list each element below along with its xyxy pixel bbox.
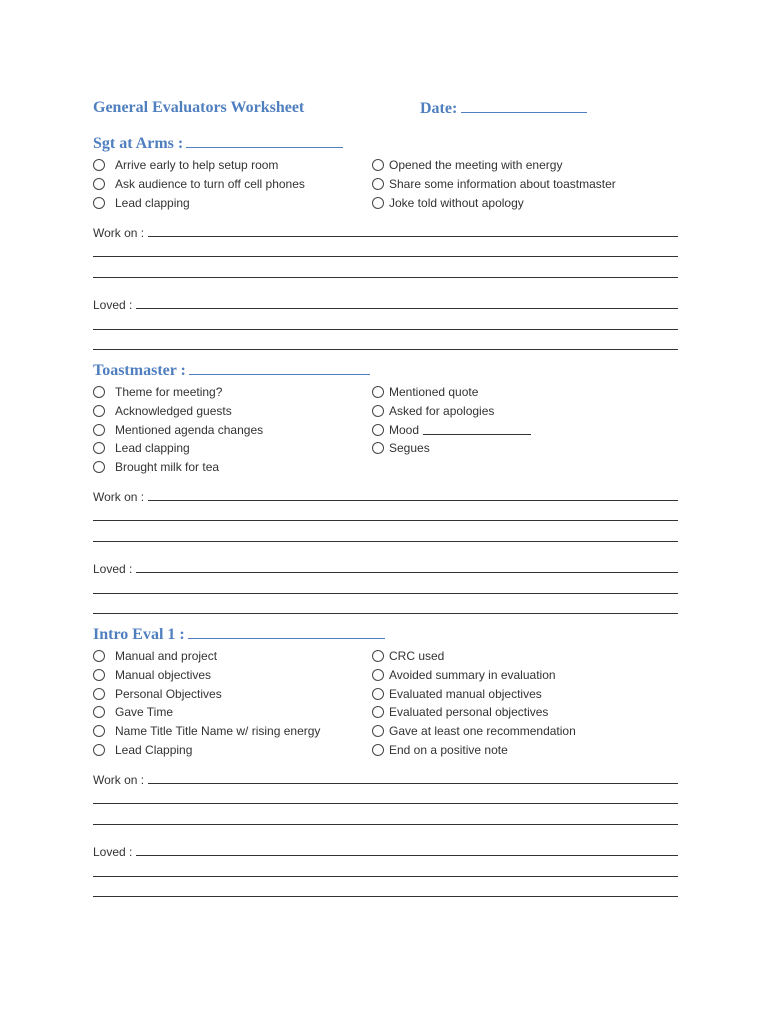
loved-line[interactable]: Loved : <box>93 840 678 861</box>
checklist-item[interactable]: Personal Objectives <box>93 684 320 703</box>
checklist-item[interactable]: Lead clapping <box>93 193 305 212</box>
name-line[interactable] <box>188 625 385 639</box>
checklist-item[interactable]: Lead Clapping <box>93 740 320 759</box>
blank-line[interactable] <box>93 313 678 334</box>
checklist-item[interactable]: Opened the meeting with energy <box>372 156 616 175</box>
checklist-item[interactable]: Joke told without apology <box>372 193 616 212</box>
radio-button[interactable] <box>93 405 105 417</box>
checklist-item[interactable]: Segues <box>372 439 531 458</box>
radio-button[interactable] <box>372 706 384 718</box>
radio-button[interactable] <box>93 650 105 662</box>
checklist-item[interactable]: Manual objectives <box>93 666 320 685</box>
checklist-item[interactable]: Gave at least one recommendation <box>372 722 576 741</box>
work-on-line[interactable]: Work on : <box>93 484 678 505</box>
checklist-item[interactable]: Evaluated personal objectives <box>372 703 576 722</box>
blank-line[interactable] <box>93 808 678 829</box>
work-on-line[interactable]: Work on : <box>93 220 678 241</box>
radio-button[interactable] <box>93 688 105 700</box>
radio-button[interactable] <box>93 442 105 454</box>
radio-button[interactable] <box>372 386 384 398</box>
radio-button[interactable] <box>93 386 105 398</box>
radio-button[interactable] <box>372 688 384 700</box>
mood-line[interactable] <box>423 424 531 435</box>
radio-button[interactable] <box>93 706 105 718</box>
checklist-item[interactable]: Ask audience to turn off cell phones <box>93 175 305 194</box>
date-label: Date: <box>420 100 458 117</box>
radio-button[interactable] <box>372 159 384 171</box>
radio-button[interactable] <box>93 159 105 171</box>
blank-line[interactable] <box>93 505 678 526</box>
checklist-item[interactable]: Acknowledged guests <box>93 402 263 421</box>
radio-button[interactable] <box>93 197 105 209</box>
checklist-item[interactable]: Brought milk for tea <box>93 458 263 477</box>
section-toastmaster <box>93 361 678 576</box>
notes-area <box>93 767 678 901</box>
radio-button[interactable] <box>372 405 384 417</box>
checklist-item[interactable]: Lead clapping <box>93 439 263 458</box>
radio-button[interactable] <box>372 197 384 209</box>
checklist-item[interactable]: Gave Time <box>93 703 320 722</box>
radio-button[interactable] <box>372 725 384 737</box>
checklist-item[interactable]: Avoided summary in evaluation <box>372 666 576 685</box>
checklist-item[interactable]: CRC used <box>372 647 576 666</box>
blank-line[interactable] <box>93 334 678 355</box>
notes-area <box>93 220 678 354</box>
blank-line[interactable] <box>93 881 678 902</box>
checklist-item[interactable]: Asked for apologies <box>372 402 531 421</box>
radio-button[interactable] <box>372 669 384 681</box>
section-heading: Sgt at Arms : <box>93 134 678 154</box>
section-heading: Toastmaster : <box>93 361 678 381</box>
radio-button[interactable] <box>372 442 384 454</box>
loved-line[interactable]: Loved : <box>93 293 678 314</box>
blank-line[interactable] <box>93 860 678 881</box>
blank-line[interactable] <box>93 525 678 546</box>
work-on-line[interactable]: Work on : <box>93 767 678 788</box>
checklist-item[interactable]: Mentioned quote <box>372 383 531 402</box>
loved-line[interactable]: Loved : <box>93 557 678 578</box>
worksheet-title: General Evaluators Worksheet <box>93 99 305 116</box>
blank-line[interactable] <box>93 241 678 262</box>
radio-button[interactable] <box>93 725 105 737</box>
checklist-item[interactable]: End on a positive note <box>372 740 576 759</box>
checklist-item[interactable]: Evaluated manual objectives <box>372 684 576 703</box>
name-line[interactable] <box>186 134 343 148</box>
checklist-item[interactable]: Theme for meeting? <box>93 383 263 402</box>
radio-button[interactable] <box>93 424 105 436</box>
radio-button[interactable] <box>372 424 384 436</box>
blank-line[interactable] <box>93 261 678 282</box>
checklist-item[interactable]: Manual and project <box>93 647 320 666</box>
radio-button[interactable] <box>372 178 384 190</box>
checklist-item[interactable]: Mood <box>372 420 531 439</box>
checklist-item[interactable]: Arrive early to help setup room <box>93 156 305 175</box>
blank-line[interactable] <box>93 788 678 809</box>
radio-button[interactable] <box>93 744 105 756</box>
checklist-item[interactable]: Share some information about toastmaster <box>372 175 616 194</box>
name-line[interactable] <box>189 361 370 375</box>
date-line[interactable] <box>461 99 587 113</box>
checklist-item[interactable]: Name Title Title Name w/ rising energy <box>93 722 320 741</box>
radio-button[interactable] <box>93 461 105 473</box>
date-field[interactable] <box>420 99 587 118</box>
radio-button[interactable] <box>93 669 105 681</box>
radio-button[interactable] <box>372 650 384 662</box>
radio-button[interactable] <box>93 178 105 190</box>
blank-line[interactable] <box>93 577 678 598</box>
checklist-item[interactable]: Mentioned agenda changes <box>93 420 263 439</box>
section-heading: Intro Eval 1 : <box>93 625 678 645</box>
radio-button[interactable] <box>372 744 384 756</box>
notes-area <box>93 484 678 618</box>
section-sgt-at-arms <box>93 134 678 312</box>
blank-line[interactable] <box>93 598 678 619</box>
section-intro-eval-1 <box>93 625 678 859</box>
